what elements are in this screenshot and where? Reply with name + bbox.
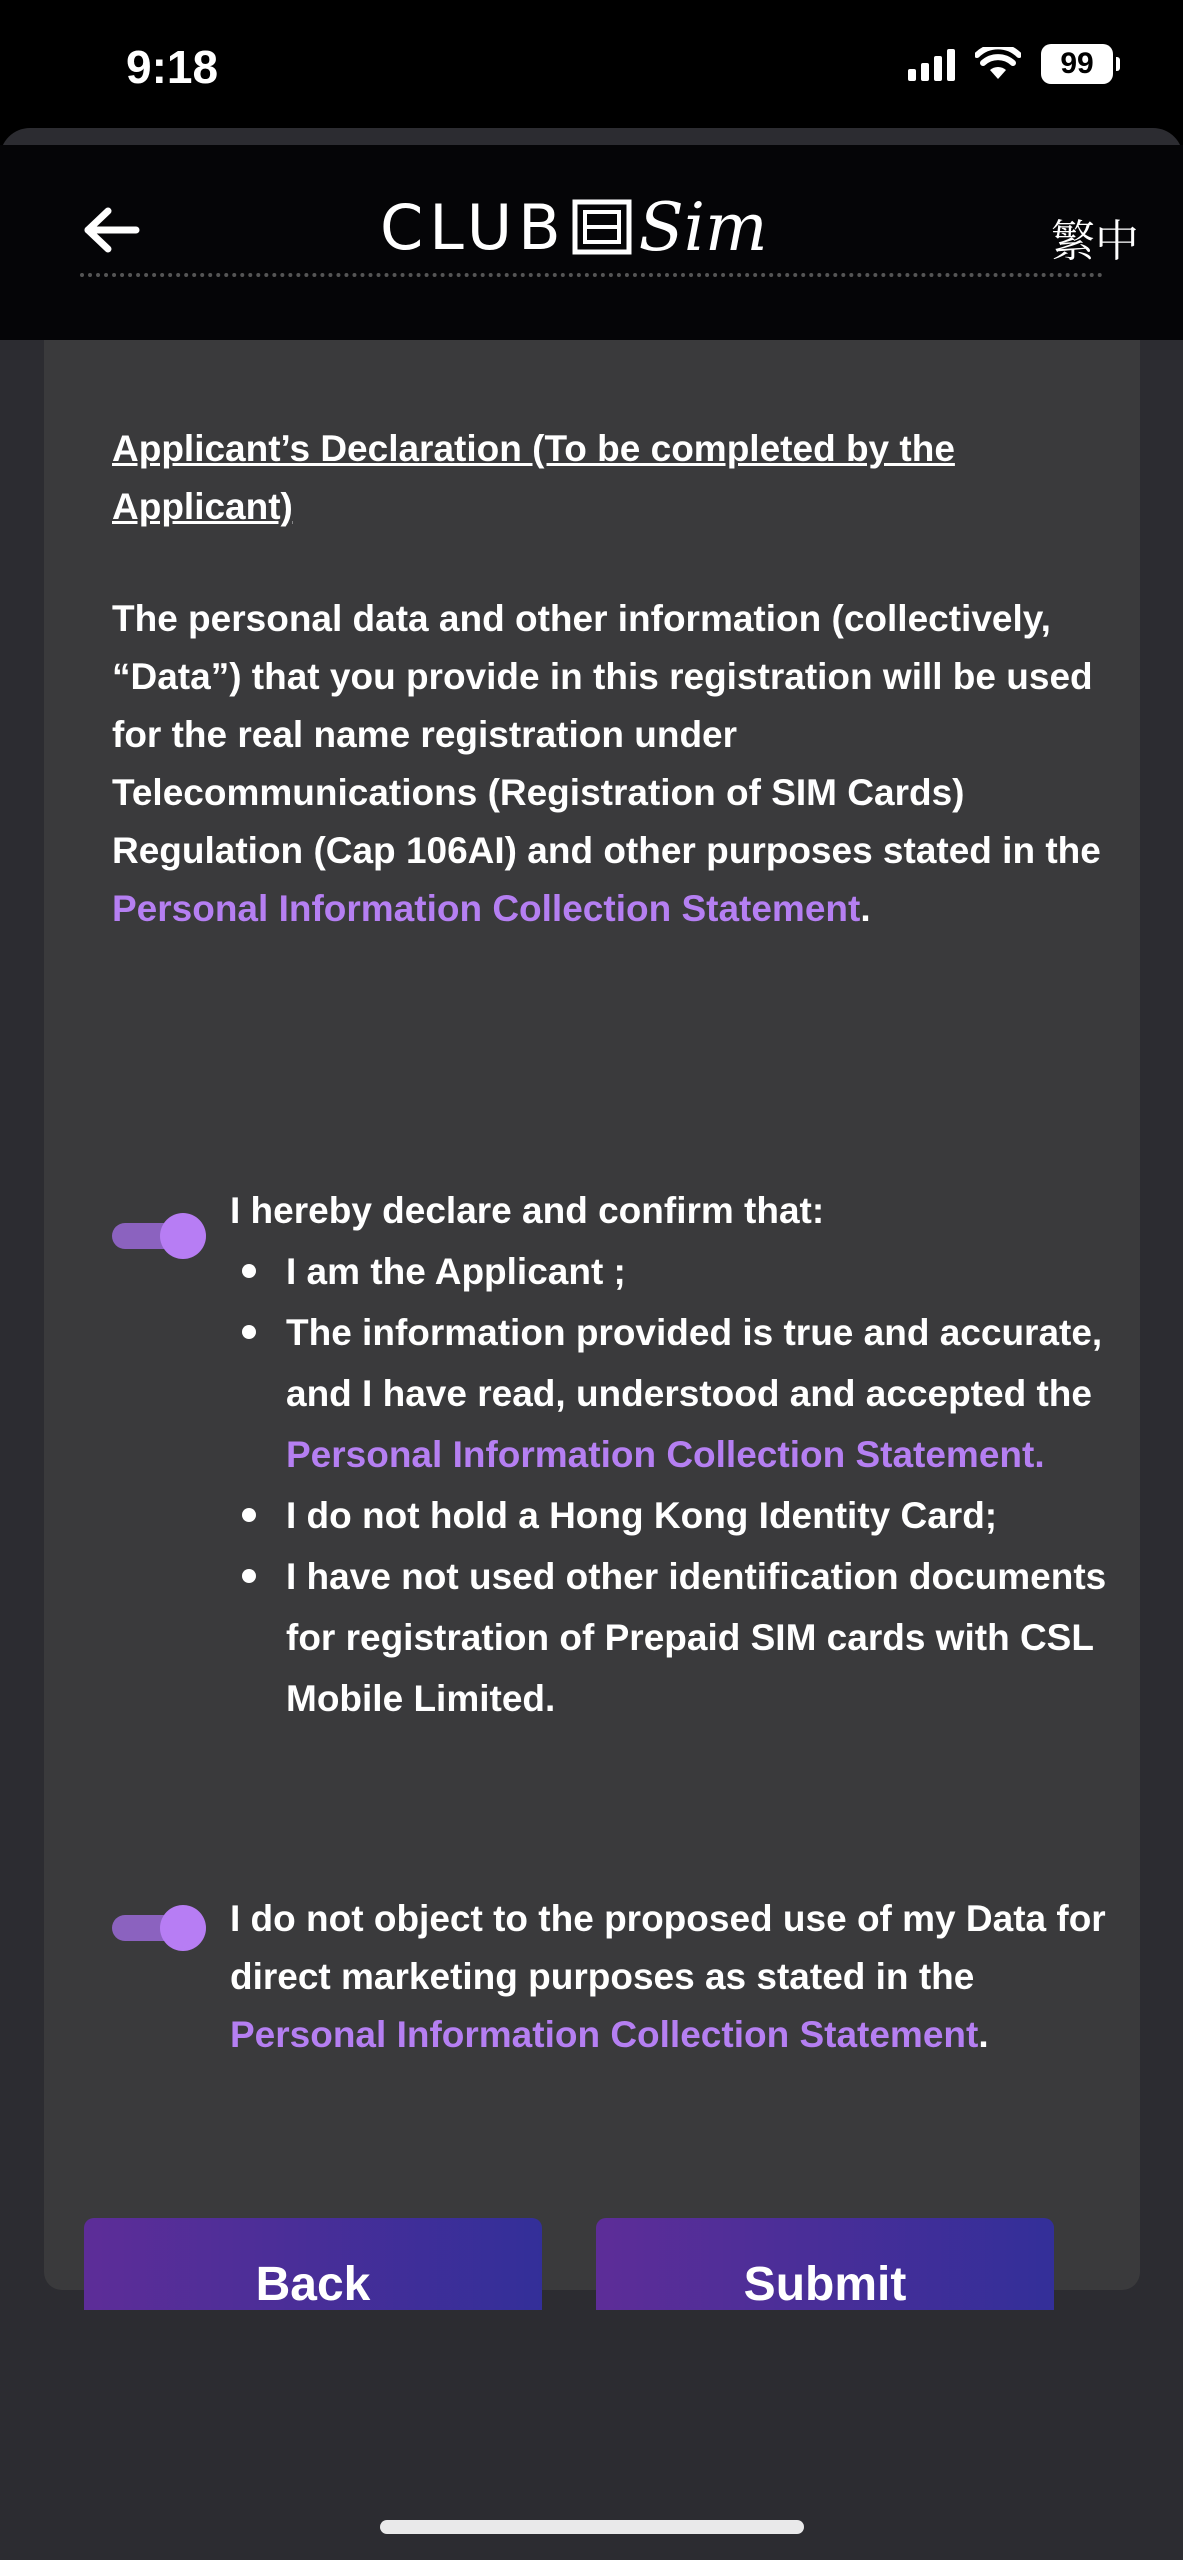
confirm-toggle-knob: [160, 1213, 206, 1259]
declaration-title: Applicant’s Declaration (To be completed by the Applicant): [112, 428, 955, 527]
language-toggle[interactable]: 繁中: [1051, 217, 1139, 266]
marketing-text: I do not object to the proposed use of my Data for direct marketing purposes as stated in the: [230, 1898, 1106, 1997]
confirm-block: [230, 1180, 1130, 1729]
marketing-end: .: [978, 2014, 989, 2055]
battery-icon: 99: [1041, 44, 1113, 84]
brand-logo: [380, 187, 768, 267]
sim-card-icon: [571, 198, 633, 256]
list-item: [230, 1302, 1130, 1485]
marketing-consent: [230, 1890, 1130, 2064]
back-arrow-icon[interactable]: [80, 205, 140, 255]
marketing-toggle[interactable]: [112, 1902, 212, 1952]
submit-button[interactable]: Submit: [596, 2218, 1054, 2350]
pics-link-marketing[interactable]: Personal Information Collection Statement: [230, 2014, 979, 2055]
list-item: [230, 1546, 1130, 1729]
pics-link[interactable]: Personal Information Collection Statement: [112, 888, 861, 929]
wifi-icon: [975, 47, 1021, 81]
confirm-toggle[interactable]: [112, 1210, 212, 1260]
bullet-text: I am the Applicant ;: [286, 1251, 626, 1292]
declaration-card: [44, 340, 1140, 2311]
header-divider: [80, 273, 1103, 277]
pics-link-bullet[interactable]: Personal Information Collection Statement.: [286, 1434, 1045, 1475]
list-item: [230, 1241, 1130, 1302]
status-icons: [908, 44, 1113, 84]
brand-sim-text: Sim: [638, 188, 768, 266]
cellular-signal-icon: [908, 47, 955, 81]
list-item: [230, 1485, 1130, 1546]
confirm-heading: I hereby declare and confirm that:: [230, 1190, 825, 1231]
app-header: [0, 145, 1183, 340]
intro-text: The personal data and other information (collectively, “Data”) that you provide in this registration will be used for the real name registration under Telecommunications (Registration of SIM Cards) Regulation (Cap 106AI) and other purposes stated in the: [112, 598, 1101, 871]
intro-end: .: [860, 888, 871, 929]
status-time: 9:18: [126, 41, 219, 93]
status-bar: [0, 0, 1183, 130]
marketing-toggle-knob: [160, 1905, 206, 1951]
home-indicator[interactable]: [380, 2520, 804, 2534]
back-button[interactable]: Back: [84, 2218, 542, 2350]
declaration-intro: [112, 590, 1102, 938]
bullet-text: I do not hold a Hong Kong Identity Card;: [286, 1495, 998, 1536]
bullet-text: The information provided is true and accurate, and I have read, understood and accepted the: [286, 1312, 1103, 1414]
bullet-text: I have not used other identification documents for registration of Prepaid SIM cards with CSL Mobile Limited.: [286, 1556, 1107, 1719]
confirm-list: [230, 1241, 1130, 1729]
brand-club-text: CLUB: [380, 190, 567, 264]
